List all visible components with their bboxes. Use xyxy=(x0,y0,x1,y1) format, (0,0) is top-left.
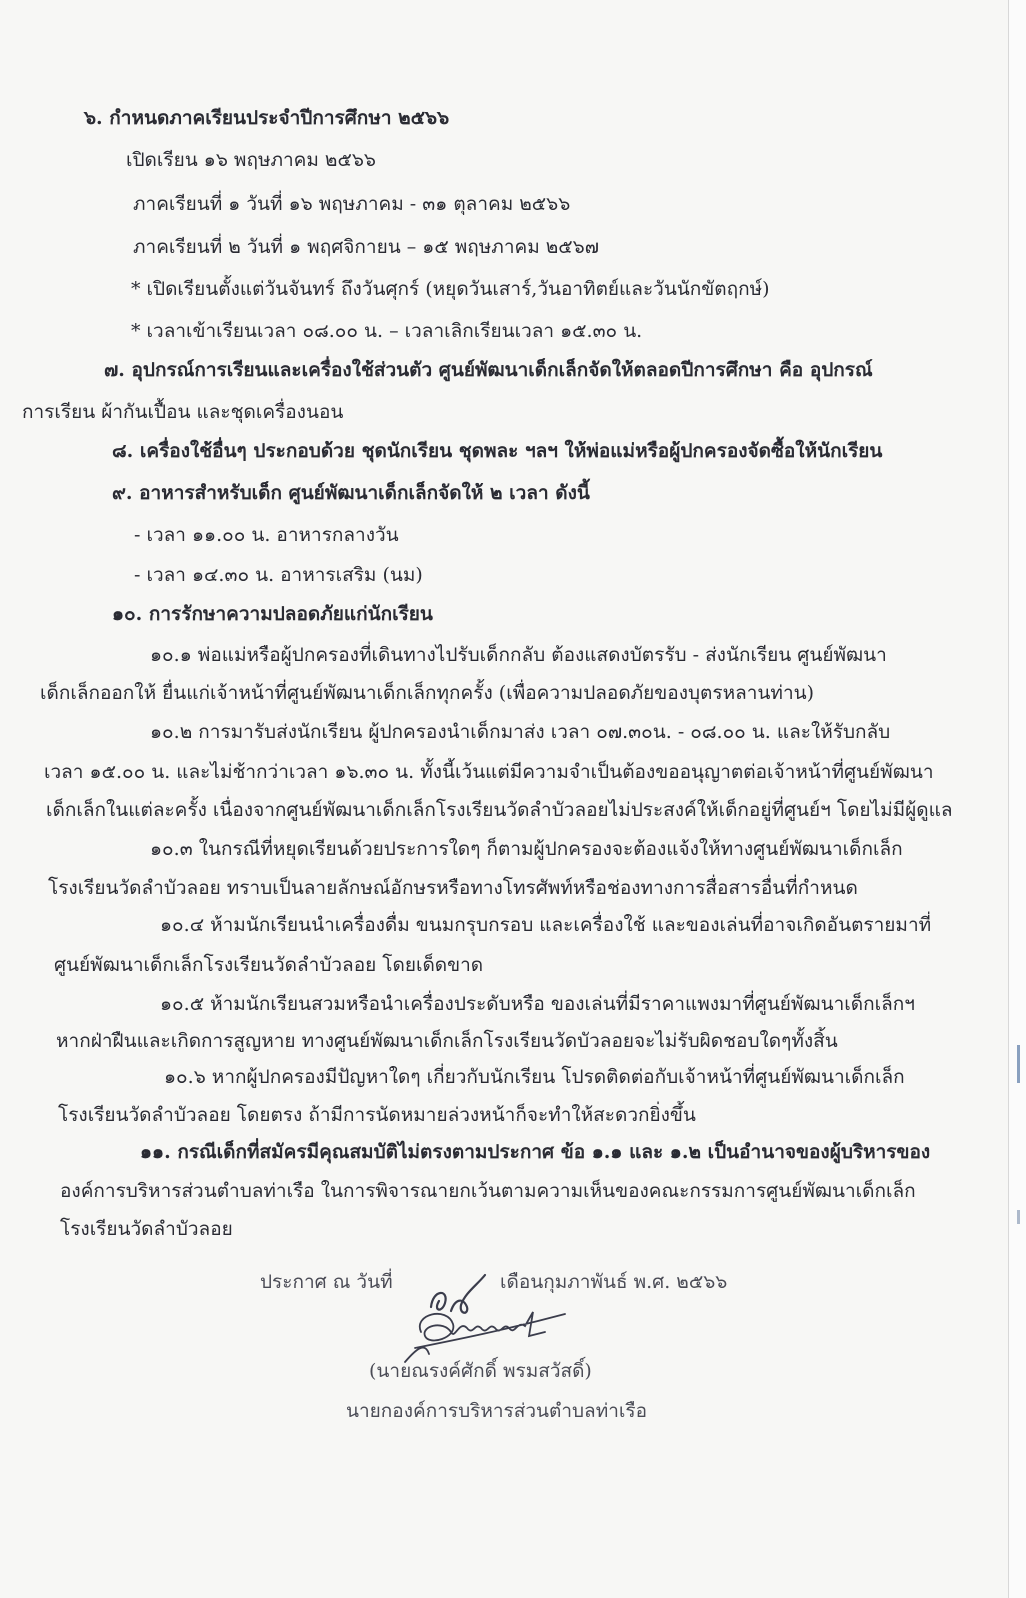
section-10-heading: ๑๐. การรักษาความปลอดภัยแก่นักเรียน xyxy=(112,603,433,625)
clause-10-1-line-2: เด็กเล็กออกให้ ยื่นแก่เจ้าหน้าที่ศูนย์พัฒนาเด็กเล็กทุกครั้ง (เพื่อความปลอดภัยของบุตรหลานท่าน) xyxy=(40,682,815,704)
announcement-date-prefix: ประกาศ ณ วันที่ xyxy=(260,1271,393,1293)
clause-10-2-line-3: เด็กเล็กในแต่ละครั้ง เนื่องจากศูนย์พัฒนาเด็กเล็กโรงเรียนวัดลำบัวลอยไม่ประสงค์ให้เด็กอยู่ที่ศูนย์ฯ โดยไม่มีผู้ดูแล xyxy=(46,799,953,821)
school-open-date: เปิดเรียน ๑๖ พฤษภาคม ๒๕๖๖ xyxy=(126,149,376,171)
schedule-note-days: * เปิดเรียนตั้งแต่วันจันทร์ ถึงวันศุกร์ (หยุดวันเสาร์,วันอาทิตย์และวันนักขัตฤกษ์) xyxy=(131,278,770,300)
schedule-note-hours: * เวลาเข้าเรียนเวลา ๐๘.๐๐ น. – เวลาเลิกเรียนเวลา ๑๕.๓๐ น. xyxy=(131,320,643,342)
clause-10-6-line-2: โรงเรียนวัดลำบัวลอย โดยตรง ถ้ามีการนัดหมายล่วงหน้าก็จะทำให้สะดวกยิ่งขึ้น xyxy=(58,1104,696,1126)
section-11-line-3: โรงเรียนวัดลำบัวลอย xyxy=(60,1218,233,1240)
term-2-dates: ภาคเรียนที่ ๒ วันที่ ๑ พฤศจิกายน – ๑๕ พฤษภาคม ๒๕๖๗ xyxy=(133,236,600,258)
section-11-line-2: องค์การบริหารส่วนตำบลท่าเรือ ในการพิจารณายกเว้นตามความเห็นของคณะกรรมการศูนย์พัฒนาเด็กเล็ก xyxy=(60,1180,916,1202)
signer-name: (นายณรงค์ศักดิ์ พรมสวัสดิ์) xyxy=(369,1360,592,1382)
section-7-line-2: การเรียน ผ้ากันเปื้อน และชุดเครื่องนอน xyxy=(22,401,344,423)
clause-10-2-line-2: เวลา ๑๕.๐๐ น. และไม่ช้ากว่าเวลา ๑๖.๓๐ น. ทั้งนี้เว้นแต่มีความจำเป็นต้องขออนุญาตต่อเจ้าหน้าที่ศูนย์พัฒนา xyxy=(44,761,934,783)
term-1-dates: ภาคเรียนที่ ๑ วันที่ ๑๖ พฤษภาคม - ๓๑ ตุลาคม ๒๕๖๖ xyxy=(133,193,571,215)
clause-10-5-line-1: ๑๐.๕ ห้ามนักเรียนสวมหรือนำเครื่องประดับหรือ ของเล่นที่มีราคาแพงมาที่ศูนย์พัฒนาเด็กเล็กฯ xyxy=(160,993,915,1015)
clause-10-6-line-1: ๑๐.๖ หากผู้ปกครองมีปัญหาใดๆ เกี่ยวกับนักเรียน โปรดติดต่อกับเจ้าหน้าที่ศูนย์พัฒนาเด็กเล็ก xyxy=(164,1066,905,1088)
signer-title: นายกองค์การบริหารส่วนตำบลท่าเรือ xyxy=(346,1400,648,1422)
clause-10-3-line-1: ๑๐.๓ ในกรณีที่หยุดเรียนด้วยประการใดๆ ก็ตามผู้ปกครองจะต้องแจ้งให้ทางศูนย์พัฒนาเด็กเล็ก xyxy=(150,838,903,860)
section-8-text: ๘. เครื่องใช้อื่นๆ ประกอบด้วย ชุดนักเรียน ชุดพละ ฯลฯ ให้พ่อแม่หรือผู้ปกครองจัดซื้อให้นักเรียน xyxy=(112,440,883,462)
clause-10-4-line-2: ศูนย์พัฒนาเด็กเล็กโรงเรียนวัดลำบัวลอย โดยเด็ดขาด xyxy=(54,954,484,976)
meal-item-snack: - เวลา ๑๔.๓๐ น. อาหารเสริม (นม) xyxy=(134,564,423,586)
edge-mark xyxy=(1017,1210,1020,1224)
section-6-heading: ๖. กำหนดภาคเรียนประจำปีการศึกษา ๒๕๖๖ xyxy=(84,107,450,129)
announcement-date-suffix: เดือนกุมภาพันธ์ พ.ศ. ๒๕๖๖ xyxy=(500,1271,728,1293)
edge-mark xyxy=(1017,1045,1020,1083)
clause-10-4-line-1: ๑๐.๔ ห้ามนักเรียนนำเครื่องดื่ม ขนมกรุบกรอบ และเครื่องใช้ และของเล่นที่อาจเกิดอันตรายมาที่ xyxy=(160,914,932,936)
page-edge xyxy=(1008,0,1026,1598)
section-11-line-1: ๑๑. กรณีเด็กที่สมัครมีคุณสมบัติไม่ตรงตามประกาศ ข้อ ๑.๑ และ ๑.๒ เป็นอำนาจของผู้บริหารของ xyxy=(140,1141,931,1163)
clause-10-2-line-1: ๑๐.๒ การมารับส่งนักเรียน ผู้ปกครองนำเด็กมาส่ง เวลา ๐๗.๓๐น. - ๐๘.๐๐ น. และให้รับกลับ xyxy=(150,721,891,743)
section-7-line-1: ๗. อุปกรณ์การเรียนและเครื่องใช้ส่วนตัว ศูนย์พัฒนาเด็กเล็กจัดให้ตลอดปีการศึกษา คือ อุปกรณ์ xyxy=(104,359,873,381)
clause-10-5-line-2: หากฝ่าฝืนและเกิดการสูญหาย ทางศูนย์พัฒนาเด็กเล็กโรงเรียนวัดบัวลอยจะไม่รับผิดชอบใดๆทั้งสิ้น xyxy=(56,1030,838,1052)
clause-10-1-line-1: ๑๐.๑ พ่อแม่หรือผู้ปกครองที่เดินทางไปรับเด็กกลับ ต้องแสดงบัตรรับ - ส่งนักเรียน ศูนย์พัฒนา xyxy=(150,644,887,666)
section-9-heading: ๙. อาหารสำหรับเด็ก ศูนย์พัฒนาเด็กเล็กจัดให้ ๒ เวลา ดังนี้ xyxy=(112,482,590,504)
meal-item-lunch: - เวลา ๑๑.๐๐ น. อาหารกลางวัน xyxy=(134,524,399,546)
clause-10-3-line-2: โรงเรียนวัดลำบัวลอย ทราบเป็นลายลักษณ์อักษรหรือทางโทรศัพท์หรือช่องทางการสื่อสารอื่นที่กำหนด xyxy=(48,877,858,899)
